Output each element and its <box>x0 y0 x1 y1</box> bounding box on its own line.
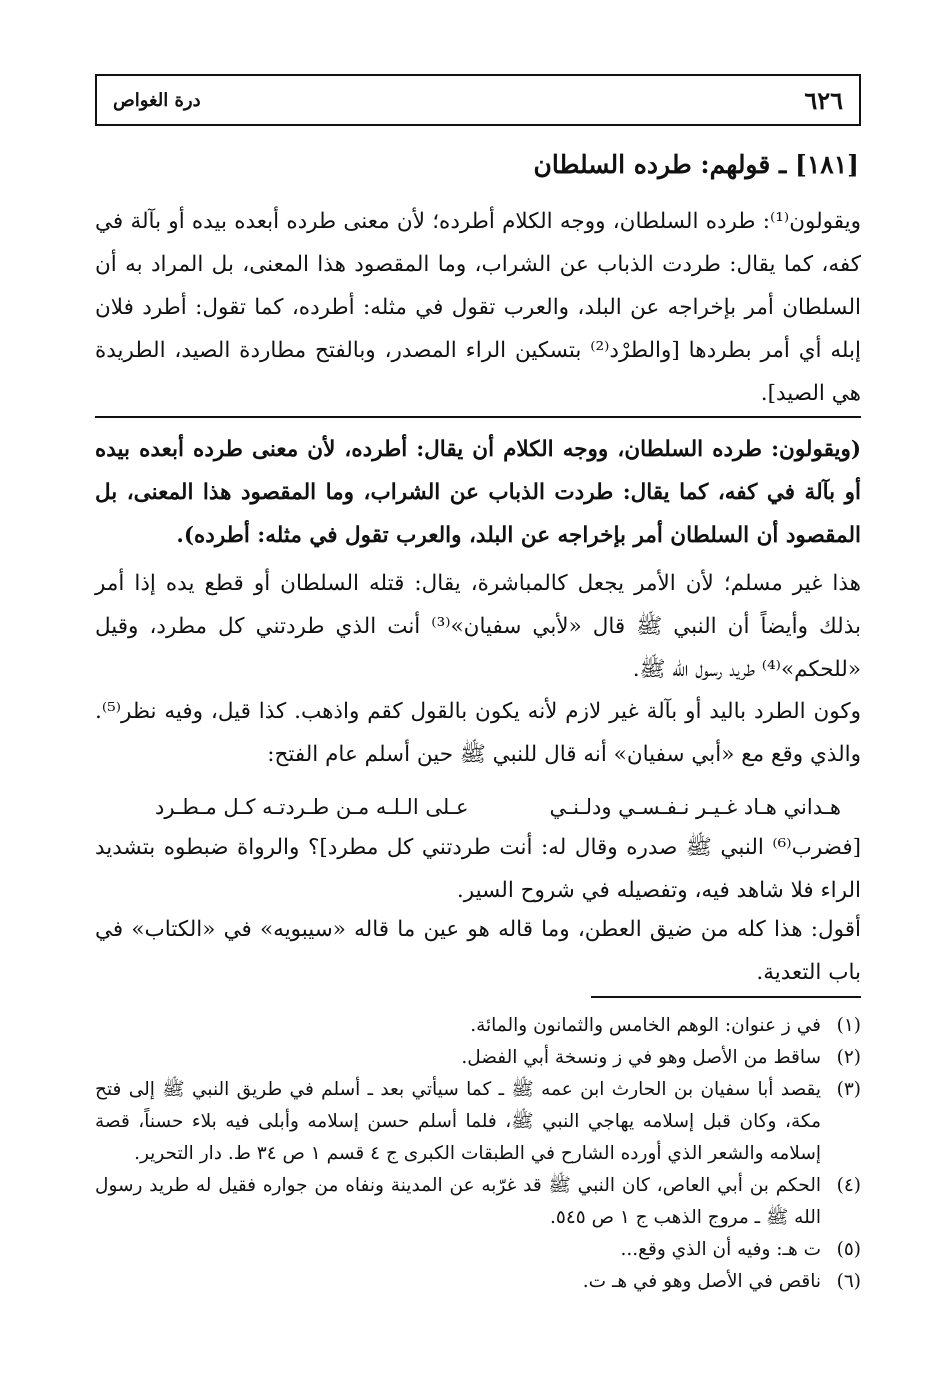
footnote-item <box>95 1170 861 1234</box>
book-title: درة الغواص <box>113 89 201 111</box>
footnote-text: الحكم بن أبي العاص، كان النبي ﷺ قد غرّبه عن المدينة ونفاه من جواره فقيل له طريد رسول الله ﷺ ـ مروج الذهب ج ١ ص ٥٤٥. <box>95 1175 821 1228</box>
paragraph-intro: ويقولون⁽¹⁾: طرده السلطان، ووجه الكلام أطرده؛ لأن معنى طرده أبعده بيده أو بآلة في كفه، كما يقال: طردت الذباب عن الشراب، وما المقصود هذا المعنى، بل المراد به أن السلطان أمر بإخراجه عن البلد، والعرب تقول في مثله: أطرده، كما تقول: أطرد فلان إبله أي أمر بطردها [والطرْد⁽²⁾ بتسكين الراء المصدر، وبالفتح مطاردة الصيد، الطريدة هي الصيد]. <box>95 209 861 406</box>
footnotes <box>95 1010 861 1298</box>
footnote-text: ناقص في الأصل وهو في هـ ت. <box>582 1271 821 1292</box>
footnote-number: (١) <box>836 1015 861 1036</box>
footnote-text: يقصد أبا سفيان بن الحارث ابن عمه ﷺ ـ كما سيأتي بعد ـ أسلم في طريق النبي ﷺ إلى فتح مكة، وكان قبل إسلامه يهاجي النبي ﷺ، فلما أسلم حسن إسلامه وأبلى فيه بلاء حسناً، قصة إسلامه والشعر الذي أورده الشارح في الطبقات الكبرى ج ٤ قسم ١ ص ٣٤ ط. دار التحرير. <box>95 1079 821 1164</box>
page-header <box>95 74 861 126</box>
page-number: ٦٢٦ <box>804 85 843 115</box>
footnote-number: (٦) <box>836 1271 861 1292</box>
verse-first-hemistich: هـداني هـاد غـيـر نـفـسـي ودلـنـي <box>549 795 841 819</box>
section-title: [١٨١] ـ قولهم: طرده السلطان <box>533 150 859 179</box>
quoted-text: (ويقولون: طرده السلطان، ووجه الكلام أن يقال: أطرده، لأن معنى طرده أبعده بيده أو بآلة في كفه، كما يقال: طردت الذباب عن الشراب، وما المقصود هذا المعنى، بل المقصود أن السلطان أمر بإخراجه عن البلد، والعرب تقول في مثله: أطرده). <box>95 437 861 548</box>
poetry-verse <box>95 786 861 829</box>
footnote-separator <box>591 996 861 998</box>
footnote-number: (٣) <box>836 1079 861 1100</box>
paragraph-conclusion: أقول: هذا كله من ضيق العطن، وما قاله هو عين ما قاله «سيبويه» في «الكتاب» في باب التعدية. <box>95 917 861 985</box>
paragraph-narration: [فضرب⁽⁶⁾ النبي ﷺ صدره وقال له: أنت طردتني كل مطرد]؟ والرواة ضبطوه بتشديد الراء فلا شاهد فيه، وتفصيله في شروح السير. <box>95 835 861 903</box>
footnote-item <box>95 1266 861 1298</box>
footnote-number: (٥) <box>836 1239 861 1260</box>
footnote-text: في ز عنوان: الوهم الخامس والثمانون والمائة. <box>470 1015 821 1036</box>
footnote-text: ساقط من الأصل وهو في ز ونسخة أبي الفضل. <box>461 1047 821 1068</box>
footnote-item <box>95 1234 861 1266</box>
footnote-number: (٤) <box>836 1175 861 1196</box>
paragraph-commentary: هذا غير مسلم؛ لأن الأمر يجعل كالمباشرة، يقال: قتله السلطان أو قطع يده إذا أمر بذلك وأيضاً أن النبي ﷺ قال «لأبي سفيان»⁽³⁾ أنت الذي طردتني كل مطرد، وقيل «للحكم»⁽⁴⁾ طريد رسول الله ﷺ. <box>95 571 861 682</box>
footnote-text: ت هـ: وفيه أن الذي وقع... <box>620 1239 821 1260</box>
footnote-item <box>95 1074 861 1170</box>
divider-rule <box>95 416 861 418</box>
paragraph-objection: وكون الطرد باليد أو بآلة غير لازم لأنه يكون بالقول كقم واذهب. كذا قيل، وفيه نظر⁽⁵⁾. والذي وقع مع «أبي سفيان» أنه قال للنبي ﷺ حين أسلم عام الفتح: <box>95 699 861 767</box>
footnote-item <box>95 1010 861 1042</box>
footnote-number: (٢) <box>836 1047 861 1068</box>
verse-second-hemistich: عـلى الـلـه مـن طـردتـه كـل مـطـرد <box>155 795 469 819</box>
footnote-item <box>95 1042 861 1074</box>
